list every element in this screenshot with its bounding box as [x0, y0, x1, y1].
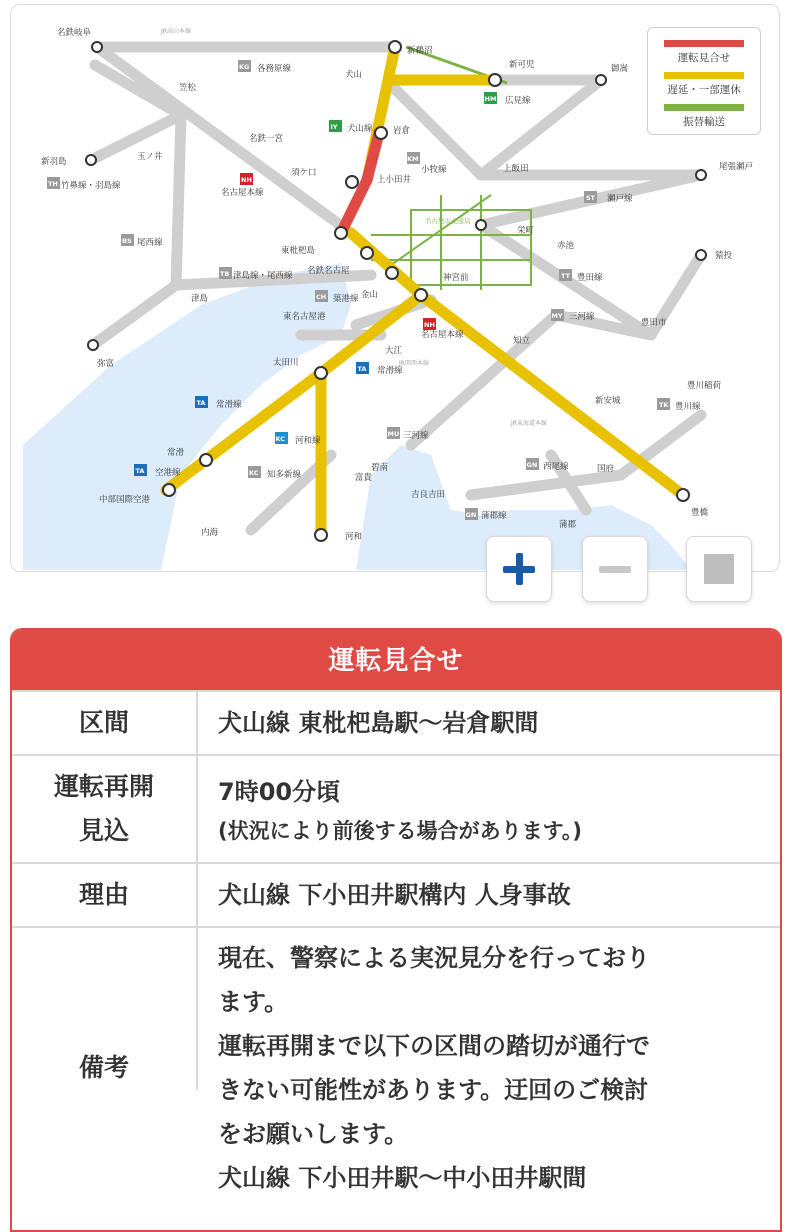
legend-item-suspended [648, 40, 760, 65]
station-chiryu: 知立 [513, 336, 531, 346]
line-label-inuyama: 犬山線 [347, 124, 373, 134]
badge-ch: CH [316, 293, 327, 301]
badge-ta-1: TA [196, 399, 206, 407]
line-label-tokoname-1: 常滑線 [216, 400, 242, 410]
status-row-remarks [12, 926, 780, 1228]
station-kasamatsu: 笠松 [179, 83, 197, 93]
station-shin-kani: 新可児 [509, 60, 535, 70]
station-utsumi: 内海 [201, 528, 219, 538]
line-label-nagoya-main: 名古屋本線 [221, 188, 264, 198]
line-label-chita-shinsen: 知多新線 [267, 470, 302, 480]
badge-ta-3: TA [135, 467, 145, 475]
line-label-nagoya-main-2: 名古屋本線 [421, 330, 464, 340]
badge-th: TH [48, 180, 58, 188]
legend-label: 遅延・一部運休 [667, 84, 741, 96]
line-label-kowa: 河和線 [295, 436, 321, 446]
badge-km: KM [407, 155, 419, 163]
remark-line: 運転再開まで以下の区間の踏切が通行で [218, 1032, 650, 1060]
legend-label: 振替輸送 [683, 116, 725, 128]
station-tokoname: 常滑 [167, 448, 185, 458]
badge-gn: GN [526, 461, 538, 469]
station-kou: 国府 [597, 464, 615, 474]
badge-my: MY [551, 312, 563, 320]
zoom-in-button[interactable] [486, 536, 552, 602]
badge-ta-2: TA [357, 365, 367, 373]
reset-view-button[interactable] [686, 536, 752, 602]
line-label-airport: 空港線 [155, 468, 181, 478]
station-toyohashi: 豊橋 [691, 508, 709, 518]
badge-tb: TB [220, 270, 230, 278]
station-akaike: 赤池 [557, 241, 575, 251]
row-value [198, 928, 780, 1200]
resume-time: 7時00分頃 [218, 778, 341, 806]
jr-kansai-label: JR関西本線 [399, 360, 429, 367]
station-kami-iida: 上飯田 [503, 164, 529, 174]
row-label [12, 756, 198, 862]
station-shin-hashima: 新羽島 [41, 157, 67, 167]
badge-tk: TK [659, 401, 669, 409]
minus-icon [599, 566, 631, 573]
row-label-line: 見込 [78, 816, 129, 845]
station-oe: 大江 [385, 346, 403, 356]
station-gamagori: 蒲郡 [559, 520, 577, 530]
station-iwakura: 岩倉 [393, 126, 411, 136]
legend-item-delay [648, 72, 760, 97]
line-label-komaki: 小牧線 [421, 165, 447, 175]
line-label-mikawa-2: 三河線 [403, 431, 429, 441]
badge-nh: NH [241, 176, 252, 184]
line-label-hiromi: 広見線 [505, 96, 531, 106]
station-sanage: 猿投 [715, 251, 733, 261]
line-label-kakamigahara: 各務原線 [257, 64, 292, 74]
row-value: 犬山線 東枇杷島駅～岩倉駅間 [218, 709, 539, 737]
station-otagawa: 太田川 [273, 358, 299, 368]
row-value [198, 756, 780, 862]
station-meitetsu-nagoya: 名鉄名古屋 [307, 266, 350, 276]
row-label: 理由 [12, 864, 198, 926]
plus-icon [516, 553, 523, 585]
station-sakaemachi: 栄町 [517, 226, 535, 236]
legend-swatch-green [664, 104, 744, 111]
station-higashi-biwajima: 東枇杷島 [281, 246, 316, 256]
station-mitake: 御嵩 [611, 64, 629, 74]
station-owari-seto: 尾張瀬戸 [719, 162, 754, 172]
line-label-seto: 瀬戸線 [607, 194, 633, 204]
line-label-bisai: 尾西線 [137, 238, 163, 248]
station-meitetsu-gifu: 名鉄岐阜 [57, 28, 92, 38]
station-toyotashi: 豊田市 [641, 318, 667, 328]
status-row-section [12, 690, 780, 754]
badge-iy: IY [330, 123, 338, 131]
line-label-toyota: 豊田線 [577, 273, 603, 283]
line-label-tokoname-2: 常滑線 [377, 366, 403, 376]
route-map[interactable] [10, 4, 780, 572]
subway-label: 名古屋市交通局 [425, 217, 471, 225]
station-higashi-nagoyako: 東名古屋港 [283, 312, 326, 322]
square-icon [704, 554, 734, 584]
badge-tt: TT [561, 272, 571, 280]
line-label-nishio: 西尾線 [543, 462, 569, 472]
station-shin-unuma: 新鵜沼 [407, 46, 433, 56]
row-label-line: 運転再開 [53, 772, 154, 801]
zoom-out-button[interactable] [582, 536, 648, 602]
station-chubu-airport: 中部国際空港 [99, 495, 151, 505]
remark-line: 現在、警察による実況見分を行っており [218, 944, 650, 972]
remark-line: きない可能性があります。迂回のご検討 [218, 1076, 649, 1104]
station-meitetsu-ichinomiya: 名鉄一宮 [249, 134, 284, 144]
station-kira-yoshida: 吉良吉田 [411, 490, 446, 500]
jr-tokaido-label: JR東海道本線 [511, 420, 547, 427]
badge-hm: HM [484, 95, 497, 103]
row-label: 備考 [12, 928, 198, 1090]
row-label: 区間 [12, 692, 198, 754]
badge-st: ST [586, 194, 596, 202]
station-tsushima: 津島 [191, 294, 209, 304]
station-sukaguchi: 須ケ口 [291, 168, 317, 178]
remark-line: 犬山線 下小田井駅～中小田井駅間 [218, 1164, 587, 1192]
legend-item-transfer [648, 104, 760, 129]
badge-kc: KC [275, 435, 286, 443]
badge-mu: MU [387, 430, 400, 438]
status-row-resume [12, 754, 780, 862]
status-panel [10, 628, 782, 1232]
station-inuyama: 犬山 [345, 70, 363, 80]
remark-line: をお願いします。 [218, 1120, 409, 1148]
station-kami-otai: 上小田井 [377, 175, 412, 185]
line-label-tsushima: 津島線・尾西線 [233, 271, 293, 281]
badge-kg: KG [239, 63, 250, 71]
station-fuki: 富貴 [355, 473, 373, 483]
line-label-gamagori: 蒲郡線 [481, 511, 507, 521]
station-shin-anjo: 新安城 [595, 396, 621, 406]
resume-note: (状況により前後する場合があります。) [218, 819, 583, 843]
remark-line: ます。 [218, 988, 289, 1016]
legend-label: 運転見合せ [677, 52, 731, 64]
line-label-chikko: 築港線 [333, 294, 359, 304]
station-yatomi: 弥富 [97, 359, 115, 369]
badge-kc-2: KC [249, 469, 259, 477]
row-value: 犬山線 下小田井駅構内 人身事故 [218, 881, 571, 909]
station-jingumae: 神宮前 [443, 273, 469, 283]
jr-takayama-label: JR高山本線 [161, 28, 191, 35]
line-label-mikawa-1: 三河線 [569, 312, 595, 322]
station-kowa: 河和 [345, 532, 363, 542]
station-hekinan: 碧南 [371, 463, 389, 473]
line-label-toyokawa: 豊川線 [675, 402, 701, 412]
badge-bs: BS [122, 237, 132, 245]
legend-swatch-yellow [664, 72, 744, 79]
station-kanayama: 金山 [361, 290, 379, 300]
map-legend [647, 27, 761, 135]
badge-nh-2: NH [424, 321, 435, 329]
station-tamanoi: 玉ノ井 [137, 152, 163, 162]
line-label-takehana: 竹鼻線・羽島線 [61, 181, 121, 191]
legend-swatch-red [664, 40, 744, 47]
badge-gn-2: GN [465, 511, 477, 519]
status-row-reason [12, 862, 780, 926]
station-toyokawa-inari: 豊川稲荷 [687, 381, 722, 391]
status-title: 運転見合せ [12, 630, 780, 690]
